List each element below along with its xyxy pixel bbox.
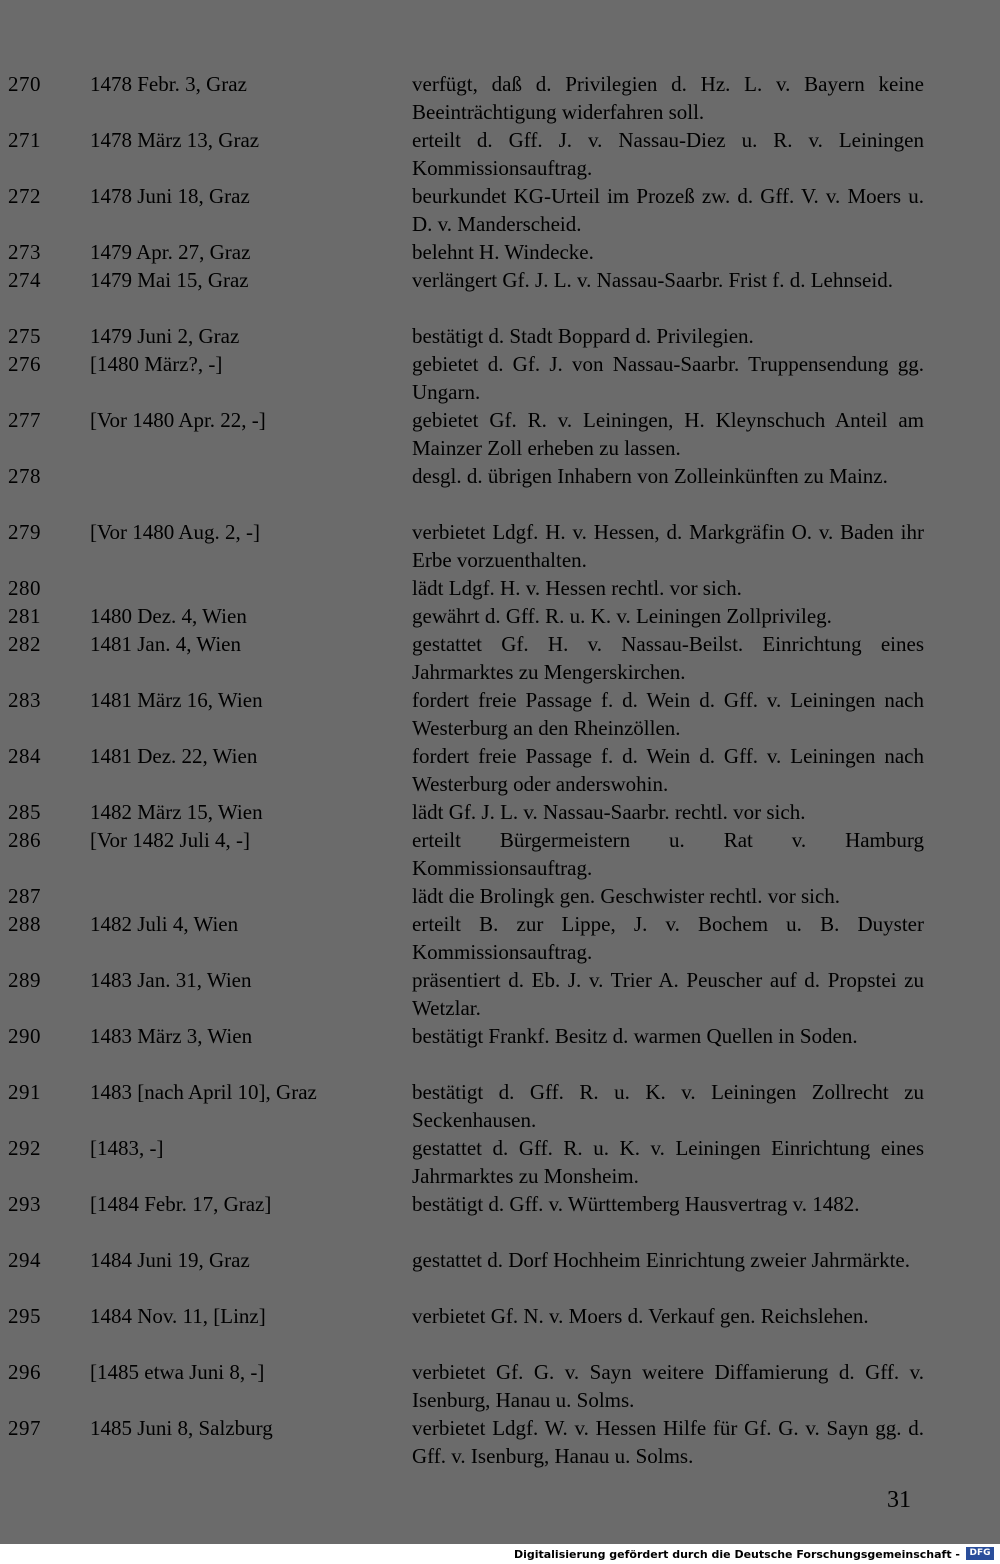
- entry-description: gebietet d. Gf. J. von Nassau-Saarbr. Truppensendung gg. Ungarn.: [412, 352, 924, 404]
- entry-description: erteilt B. zur Lippe, J. v. Bochem u. B. Duyster Kommissionsauftrag.: [412, 912, 924, 964]
- entry-row: [0, 1414, 1000, 1470]
- entry-number: 276: [8, 352, 41, 376]
- entry-row: [0, 266, 1000, 322]
- entry-date: [Vor 1480 Aug. 2, -]: [90, 520, 260, 544]
- entry-description: bestätigt Frankf. Besitz d. warmen Quellen in Soden.: [412, 1024, 858, 1048]
- entry-number: 296: [8, 1360, 41, 1384]
- entry-row: [0, 406, 1000, 462]
- entry-date: [1485 etwa Juni 8, -]: [90, 1360, 265, 1384]
- entry-row: [0, 686, 1000, 742]
- entry-row: [0, 126, 1000, 182]
- entry-row: [0, 1302, 1000, 1358]
- entry-row: [0, 238, 1000, 266]
- entry-description: gebietet Gf. R. v. Leiningen, H. Kleynschuch Anteil am Mainzer Zoll erheben zu lassen.: [412, 408, 924, 460]
- entry-number: 277: [8, 408, 41, 432]
- entry-row: [0, 574, 1000, 602]
- register-entries: [0, 70, 1000, 1470]
- entry-number: 273: [8, 240, 41, 264]
- entry-description: lädt Ldgf. H. v. Hessen rechtl. vor sich.: [412, 576, 742, 600]
- entry-row: [0, 322, 1000, 350]
- entry-date: 1479 Apr. 27, Graz: [90, 240, 251, 264]
- dfg-logo: DFG: [966, 1547, 994, 1560]
- entry-date: 1483 März 3, Wien: [90, 1024, 253, 1048]
- entry-description: beurkundet KG-Urteil im Prozeß zw. d. Gff. V. v. Moers u. D. v. Manderscheid.: [412, 184, 924, 236]
- entry-number: 292: [8, 1136, 41, 1160]
- entry-date: 1485 Juni 8, Salzburg: [90, 1416, 273, 1440]
- entry-description: bestätigt d. Gff. R. u. K. v. Leiningen Zollrecht zu Seckenhausen.: [412, 1080, 924, 1132]
- entry-description: verbietet Ldgf. W. v. Hessen Hilfe für Gf. G. v. Sayn gg. d. Gff. v. Isenburg, Hanau u. Solms.: [412, 1416, 924, 1468]
- entry-description: lädt Gf. J. L. v. Nassau-Saarbr. rechtl. vor sich.: [412, 800, 806, 824]
- entry-row: [0, 350, 1000, 406]
- entry-row: [0, 1246, 1000, 1302]
- entry-number: 289: [8, 968, 41, 992]
- entry-row: [0, 182, 1000, 238]
- entry-number: 280: [8, 576, 41, 600]
- entry-number: 295: [8, 1304, 41, 1328]
- entry-date: 1481 Jan. 4, Wien: [90, 632, 241, 656]
- entry-number: 286: [8, 828, 41, 852]
- entry-description: erteilt Bürgermeistern u. Rat v. Hamburg Kommissionsauftrag.: [412, 828, 924, 880]
- entry-row: [0, 742, 1000, 798]
- entry-description: verfügt, daß d. Privilegien d. Hz. L. v. Bayern keine Beeinträchtigung widerfahren soll.: [412, 72, 924, 124]
- entry-date: [1484 Febr. 17, Graz]: [90, 1192, 272, 1216]
- entry-date: 1479 Juni 2, Graz: [90, 324, 240, 348]
- entry-row: [0, 1022, 1000, 1078]
- entry-date: 1480 Dez. 4, Wien: [90, 604, 247, 628]
- entry-date: [1483, -]: [90, 1136, 164, 1160]
- entry-date: 1482 Juli 4, Wien: [90, 912, 239, 936]
- entry-number: 279: [8, 520, 41, 544]
- entry-row: [0, 602, 1000, 630]
- entry-row: [0, 630, 1000, 686]
- entry-date: 1478 März 13, Graz: [90, 128, 260, 152]
- entry-number: 270: [8, 72, 41, 96]
- entry-description: gestattet Gf. H. v. Nassau-Beilst. Einrichtung eines Jahrmarktes zu Mengerskirchen.: [412, 632, 924, 684]
- entry-date: 1482 März 15, Wien: [90, 800, 263, 824]
- entry-date: 1481 März 16, Wien: [90, 688, 263, 712]
- entry-date: [Vor 1480 Apr. 22, -]: [90, 408, 266, 432]
- entry-row: [0, 1134, 1000, 1190]
- entry-number: 283: [8, 688, 41, 712]
- entry-description: gestattet d. Gff. R. u. K. v. Leiningen Einrichtung eines Jahrmarktes zu Monsheim.: [412, 1136, 924, 1188]
- entry-row: [0, 518, 1000, 574]
- entry-date: [Vor 1482 Juli 4, -]: [90, 828, 251, 852]
- entry-row: [0, 462, 1000, 518]
- entry-description: bestätigt d. Gff. v. Württemberg Hausvertrag v. 1482.: [412, 1192, 860, 1216]
- entry-description: belehnt H. Windecke.: [412, 240, 594, 264]
- entry-date: [1480 März?, -]: [90, 352, 223, 376]
- entry-row: [0, 1078, 1000, 1134]
- entry-date: 1483 [nach April 10], Graz: [90, 1080, 317, 1104]
- footer-bar: [0, 1544, 1000, 1564]
- entry-date: 1484 Nov. 11, [Linz]: [90, 1304, 266, 1328]
- entry-number: 271: [8, 128, 41, 152]
- entry-number: 291: [8, 1080, 41, 1104]
- entry-number: 274: [8, 268, 41, 292]
- entry-number: 284: [8, 744, 41, 768]
- entry-date: 1483 Jan. 31, Wien: [90, 968, 252, 992]
- entry-number: 282: [8, 632, 41, 656]
- entry-description: verbietet Gf. G. v. Sayn weitere Diffamierung d. Gff. v. Isenburg, Hanau u. Solms.: [412, 1360, 924, 1412]
- entry-number: 294: [8, 1248, 41, 1272]
- page-number: 31: [887, 1487, 911, 1513]
- entry-number: 278: [8, 464, 41, 488]
- entry-number: 288: [8, 912, 41, 936]
- entry-row: [0, 882, 1000, 910]
- entry-description: gewährt d. Gff. R. u. K. v. Leiningen Zollprivileg.: [412, 604, 832, 628]
- entry-description: desgl. d. übrigen Inhabern von Zolleinkünften zu Mainz.: [412, 464, 888, 488]
- entry-row: [0, 826, 1000, 882]
- entry-date: 1481 Dez. 22, Wien: [90, 744, 258, 768]
- entry-row: [0, 966, 1000, 1022]
- entry-number: 275: [8, 324, 41, 348]
- entry-date: 1484 Juni 19, Graz: [90, 1248, 250, 1272]
- entry-row: [0, 910, 1000, 966]
- entry-row: [0, 798, 1000, 826]
- entry-description: verlängert Gf. J. L. v. Nassau-Saarbr. Frist f. d. Lehnseid.: [412, 268, 893, 292]
- entry-description: gestattet d. Dorf Hochheim Einrichtung zweier Jahrmärkte.: [412, 1248, 910, 1272]
- entry-row: [0, 1358, 1000, 1414]
- entry-number: 297: [8, 1416, 41, 1440]
- entry-number: 272: [8, 184, 41, 208]
- entry-row: [0, 1190, 1000, 1246]
- entry-description: fordert freie Passage f. d. Wein d. Gff. v. Leiningen nach Westerburg an den Rheinzöllen.: [412, 688, 924, 740]
- entry-number: 281: [8, 604, 41, 628]
- entry-description: bestätigt d. Stadt Boppard d. Privilegien.: [412, 324, 754, 348]
- entry-number: 290: [8, 1024, 41, 1048]
- entry-description: fordert freie Passage f. d. Wein d. Gff. v. Leiningen nach Westerburg oder anderswohin.: [412, 744, 924, 796]
- entry-description: erteilt d. Gff. J. v. Nassau-Diez u. R. v. Leiningen Kommissionsauftrag.: [412, 128, 924, 180]
- entry-description: verbietet Gf. N. v. Moers d. Verkauf gen. Reichslehen.: [412, 1304, 869, 1328]
- entry-description: präsentiert d. Eb. J. v. Trier A. Peuscher auf d. Propstei zu Wetzlar.: [412, 968, 924, 1020]
- entry-date: 1478 Febr. 3, Graz: [90, 72, 247, 96]
- footer-credit: Digitalisierung gefördert durch die Deutsche Forschungsgemeinschaft -: [513, 1548, 960, 1561]
- entry-number: 293: [8, 1192, 41, 1216]
- entry-description: verbietet Ldgf. H. v. Hessen, d. Markgräfin O. v. Baden ihr Erbe vorzuenthalten.: [412, 520, 924, 572]
- entry-description: lädt die Brolingk gen. Geschwister rechtl. vor sich.: [412, 884, 841, 908]
- entry-date: 1478 Juni 18, Graz: [90, 184, 250, 208]
- entry-row: [0, 70, 1000, 126]
- entry-number: 285: [8, 800, 41, 824]
- entry-date: 1479 Mai 15, Graz: [90, 268, 249, 292]
- entry-number: 287: [8, 884, 41, 908]
